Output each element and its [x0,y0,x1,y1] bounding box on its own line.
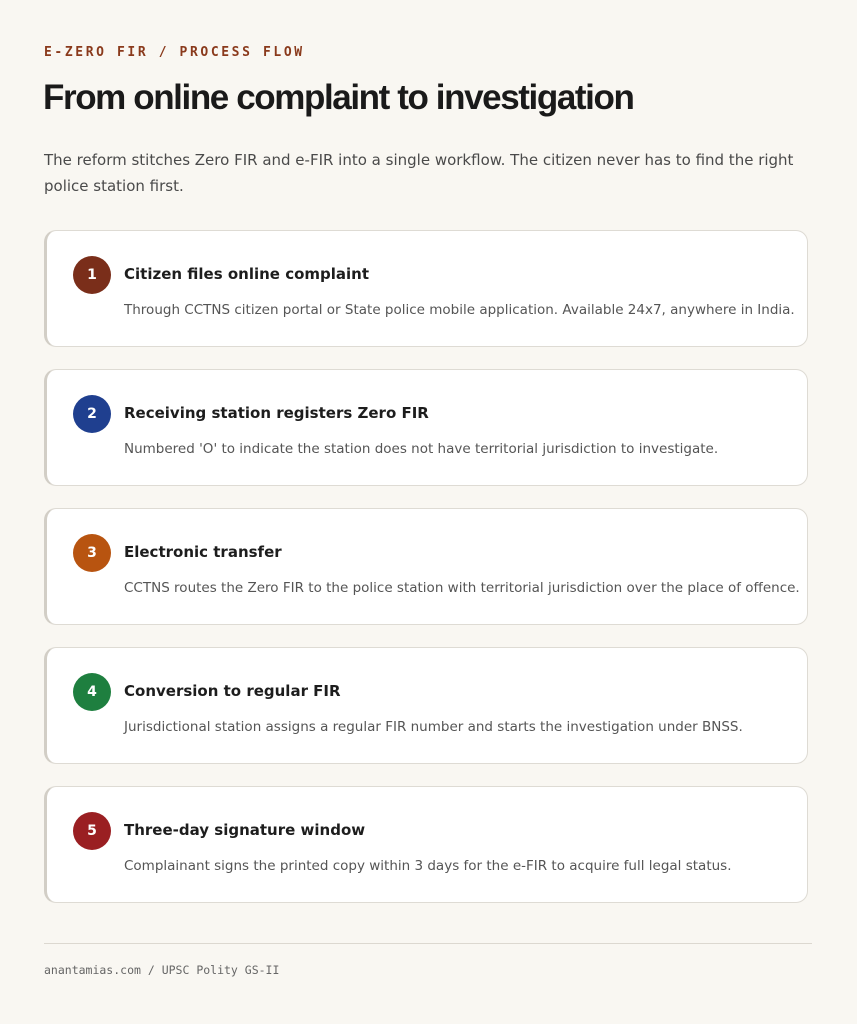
footer-divider [44,943,812,944]
step-card-3 [44,508,808,625]
step-title: Receiving station registers Zero FIR [124,404,429,422]
step-description: Numbered 'O' to indicate the station does not have territorial jurisdiction to investigate. [124,441,719,457]
step-number-badge: 2 [73,395,111,433]
step-number-badge: 1 [73,256,111,294]
step-card-5 [44,786,808,903]
step-title: Citizen files online complaint [124,265,370,283]
step-card-2 [44,369,808,486]
step-description: Through CCTNS citizen portal or State police mobile application. Available 24x7, anywhere in India. [124,302,795,318]
step-card-4 [44,647,808,764]
step-description: Jurisdictional station assigns a regular FIR number and starts the investigation under BNSS. [124,719,743,735]
step-description: Complainant signs the printed copy within 3 days for the e-FIR to acquire full legal status. [124,858,732,874]
step-card-1 [44,230,808,347]
footer-credit: anantamias.com / UPSC Polity GS-II [44,963,280,977]
step-number-badge: 4 [73,673,111,711]
step-title: Three-day signature window [124,821,366,839]
eyebrow-label: E-ZERO FIR / PROCESS FLOW [44,45,305,60]
step-description: CCTNS routes the Zero FIR to the police station with territorial jurisdiction over the place of offence. [124,580,800,596]
page-title: From online complaint to investigation [43,78,634,117]
intro-paragraph: The reform stitches Zero FIR and e-FIR into a single workflow. The citizen never has to find the right police station first. [44,151,794,195]
step-number-badge: 3 [73,534,111,572]
step-title: Conversion to regular FIR [124,682,341,700]
step-title: Electronic transfer [124,543,282,561]
step-number-badge: 5 [73,812,111,850]
